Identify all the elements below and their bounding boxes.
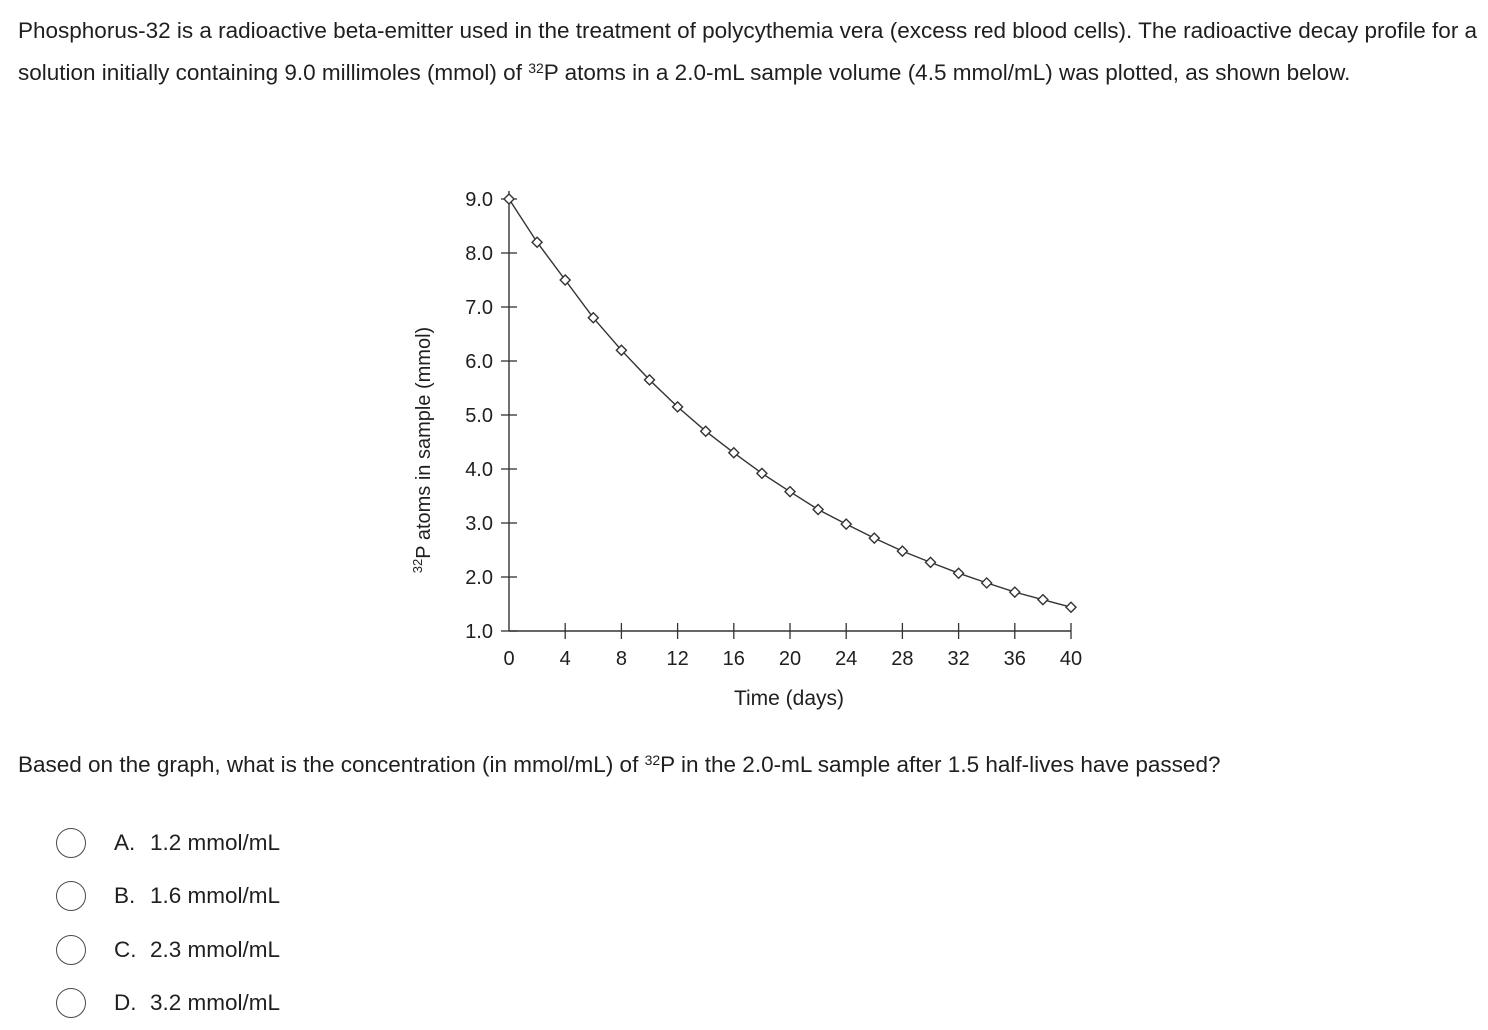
x-tick-label: 12 [666,648,689,670]
choice-d-label: 3.2 mmol/mL [150,990,281,1016]
x-axis-label: Time (days) [733,687,845,710]
data-point [560,275,570,285]
isotope-superscript: 32 [528,60,544,76]
radio-button-c[interactable] [56,935,86,965]
prompt-text-1: Based on the graph, what is the concentration (in mmol/mL) of [18,752,645,777]
x-tick-label: 16 [722,648,745,670]
answer-choices [56,816,280,1030]
choice-a-letter: A. [114,829,136,855]
x-tick-label: 8 [615,648,627,670]
x-tick-label: 28 [891,648,914,670]
choice-a-text [114,830,280,856]
radio-button-b[interactable] [56,881,86,911]
stem-text-2: P atoms in a 2.0-mL sample volume (4.5 mmol/mL) was plotted, as shown below. [543,60,1351,85]
x-tick-label: 24 [835,648,858,670]
choice-a[interactable] [56,816,280,870]
y-tick-label: 6.0 [465,351,493,373]
chart-axes [509,191,1071,631]
stem-text-1: Phosphorus-32 is a radioactive beta-emitter used in the treatment of polycythemia vera (excess red blood cells). The radioactive decay profile for a solution initially containing 9.0 millimoles (mmol) of [18,18,1478,85]
y-tick-label: 2.0 [465,567,493,589]
x-tick-label: 20 [778,648,802,670]
y-tick-label: 4.0 [465,459,493,481]
data-point [1010,587,1020,597]
data-point [504,194,514,204]
y-tick-label: 3.0 [465,513,493,535]
choice-c-letter: C. [114,936,137,962]
data-point [897,546,907,556]
x-tick-label: 40 [1059,648,1083,670]
series-points [504,194,1076,612]
data-point [926,557,936,567]
data-point [757,468,767,478]
y-axis-label-superscript: 32 [410,558,425,574]
question-prompt [18,744,1220,786]
radio-button-a[interactable] [56,828,86,858]
y-tick-label: 9.0 [465,189,493,211]
data-point [841,519,851,529]
choice-c-label: 2.3 mmol/mL [150,936,281,962]
x-tick-label: 32 [947,648,970,670]
choice-c-text [114,937,280,963]
choice-c[interactable] [56,923,280,977]
x-tick-label: 36 [1003,648,1026,670]
data-point [785,487,795,497]
x-tick-label: 0 [503,648,515,670]
y-tick-label: 8.0 [465,243,493,265]
radio-button-d[interactable] [56,988,86,1018]
data-point [532,237,542,247]
data-point [869,533,879,543]
choice-d-text [114,990,280,1016]
prompt-text-2: P in the 2.0-mL sample after 1.5 half-lives have passed? [660,752,1221,777]
choice-d[interactable] [56,977,280,1030]
y-axis-label [410,327,435,573]
data-point [1038,595,1048,605]
chart-ticks [465,189,1082,670]
data-point [813,505,823,515]
y-tick-label: 7.0 [465,297,493,319]
data-point [1066,602,1076,612]
isotope-superscript-2: 32 [644,752,661,768]
choice-b-label: 1.6 mmol/mL [150,883,281,909]
choice-b-letter: B. [114,883,136,909]
choice-b-text [114,883,280,909]
data-point [954,568,964,578]
series-line [509,199,1071,607]
choice-b[interactable] [56,870,280,924]
y-tick-label: 1.0 [465,621,493,643]
x-tick-label: 4 [559,648,571,670]
choice-a-label: 1.2 mmol/mL [150,829,281,855]
choice-d-letter: D. [114,990,137,1016]
data-point [982,578,992,588]
y-axis-label-text: P atoms in sample (mmol) [413,326,435,559]
y-tick-label: 5.0 [465,405,493,427]
